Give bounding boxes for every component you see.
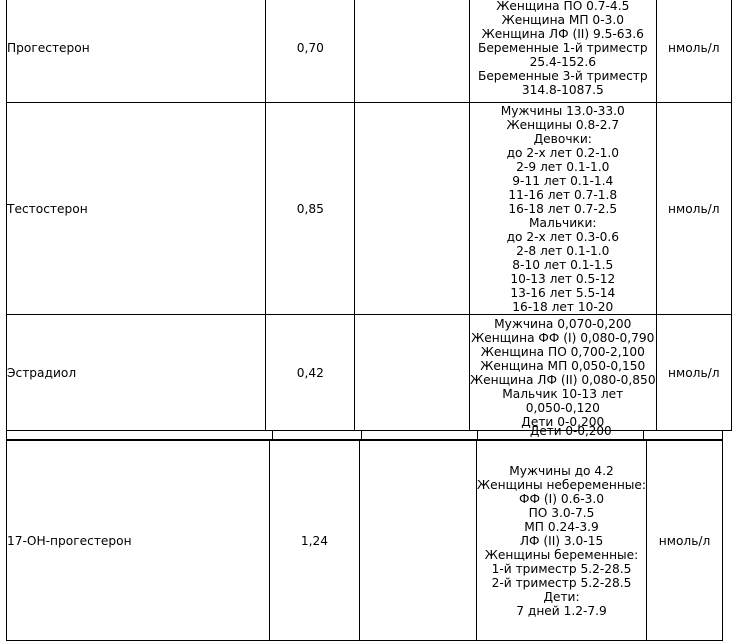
reference-line: Женщина ФФ (I) 0,080-0,790: [471, 330, 655, 345]
reference-range-cell: [469, 315, 656, 431]
unit-cell: нмоль/л: [647, 441, 723, 641]
reference-line: Мальчик 10-13 лет: [502, 386, 624, 401]
result-value-cell: 1,24: [270, 441, 360, 641]
unit-cell: нмоль/л: [656, 0, 731, 103]
results-table-bottom-body: [7, 441, 723, 641]
empty-cell: [355, 0, 470, 103]
reference-line: Мужчины до 4.2: [509, 463, 614, 478]
reference-line: Дети:: [543, 589, 580, 604]
result-value-cell: 0,42: [266, 315, 355, 431]
reference-line: Мужчина 0,070-0,200: [494, 316, 632, 331]
test-name-cell: 17-ОН-прогестерон: [7, 441, 270, 641]
reference-line: до 2-х лет 0.2-1.0: [506, 145, 619, 160]
reference-line: 1-й триместр 5.2-28.5: [491, 561, 632, 576]
reference-line: Женщины беременные:: [484, 547, 639, 562]
reference-range-cell: [469, 0, 656, 103]
empty-cell: [355, 103, 470, 315]
page-break-tick: [643, 430, 644, 440]
page-break-tick: [6, 430, 7, 440]
empty-cell: [360, 441, 477, 641]
result-value-cell: 0,70: [266, 0, 355, 103]
reference-range-cell: [469, 103, 656, 315]
reference-line: 2-9 лет 0.1-1.0: [516, 159, 610, 174]
unit-cell: нмоль/л: [656, 315, 731, 431]
unit-cell: нмоль/л: [656, 103, 731, 315]
page-break-tick: [272, 430, 273, 440]
page-break-tick: [361, 430, 362, 440]
table-row: [7, 441, 723, 641]
reference-line: 16-18 лет 0.7-2.5: [508, 201, 618, 216]
reference-line: Женщины небеременные:: [477, 477, 647, 492]
reference-line: 10-13 лет 0.5-12: [510, 271, 616, 286]
reference-line: ПО 3.0-7.5: [528, 505, 595, 520]
test-name-cell: Эстрадиол: [7, 315, 266, 431]
reference-line: Беременные 3-й триместр: [477, 68, 648, 83]
page-break-tick: [722, 430, 723, 440]
reference-line: Дети 0-0,200: [521, 414, 605, 429]
page-break-strip: [6, 424, 723, 440]
empty-cell: [355, 315, 470, 431]
reference-line: 9-11 лет 0.1-1.4: [512, 173, 614, 188]
reference-line: ФФ (I) 0.6-3.0: [519, 491, 605, 506]
reference-line: Женщины 0.8-2.7: [506, 117, 620, 132]
reference-line: Девочки:: [533, 131, 592, 146]
reference-line: 13-16 лет 5.5-14: [510, 285, 616, 300]
reference-line: 314.8-1087.5: [521, 82, 604, 97]
results-table-top-body: [7, 0, 732, 431]
test-name-cell: Прогестерон: [7, 0, 266, 103]
results-table-top: [6, 0, 732, 431]
reference-line: Женщина ЛФ (II) 9.5-63.6: [481, 26, 644, 41]
table-row: [7, 0, 732, 103]
reference-line: 0,050-0,120: [525, 400, 600, 415]
reference-line: Беременные 1-й триместр: [477, 40, 648, 55]
reference-line: до 2-х лет 0.3-0.6: [506, 229, 619, 244]
reference-line: Женщина ЛФ (II) 0,080-0,850: [469, 372, 656, 387]
cut-off-reference-text: Дети 0-0,200: [530, 424, 612, 438]
reference-line: 16-18 лет 10-20: [512, 299, 614, 314]
reference-line: 25.4-152.6: [529, 54, 596, 69]
results-table-bottom: [6, 440, 723, 641]
reference-line: Женщина ПО 0,700-2,100: [480, 344, 645, 359]
reference-line: Женщина МП 0,050-0,150: [480, 358, 646, 373]
reference-line: 2-8 лет 0.1-1.0: [516, 243, 610, 258]
reference-line: 2-й триместр 5.2-28.5: [491, 575, 632, 590]
reference-line: Мальчики:: [529, 215, 597, 230]
reference-line: 8-10 лет 0.1-1.5: [512, 257, 614, 272]
reference-line: ЛФ (II) 3.0-15: [519, 533, 604, 548]
page-break-line: [6, 430, 723, 431]
result-value-cell: 0,85: [266, 103, 355, 315]
test-name-cell: Тестостерон: [7, 103, 266, 315]
page-break-tick: [477, 430, 478, 440]
reference-line: Женщина МП 0-3.0: [501, 12, 624, 27]
reference-line: Женщина ПО 0.7-4.5: [496, 0, 630, 13]
table-row: [7, 103, 732, 315]
table-row: [7, 315, 732, 431]
reference-line: МП 0.24-3.9: [524, 519, 599, 534]
reference-range-cell: [477, 441, 647, 641]
reference-line: 7 дней 1.2-7.9: [516, 603, 607, 618]
reference-line: Мужчины 13.0-33.0: [500, 103, 625, 118]
reference-line: 11-16 лет 0.7-1.8: [508, 187, 618, 202]
